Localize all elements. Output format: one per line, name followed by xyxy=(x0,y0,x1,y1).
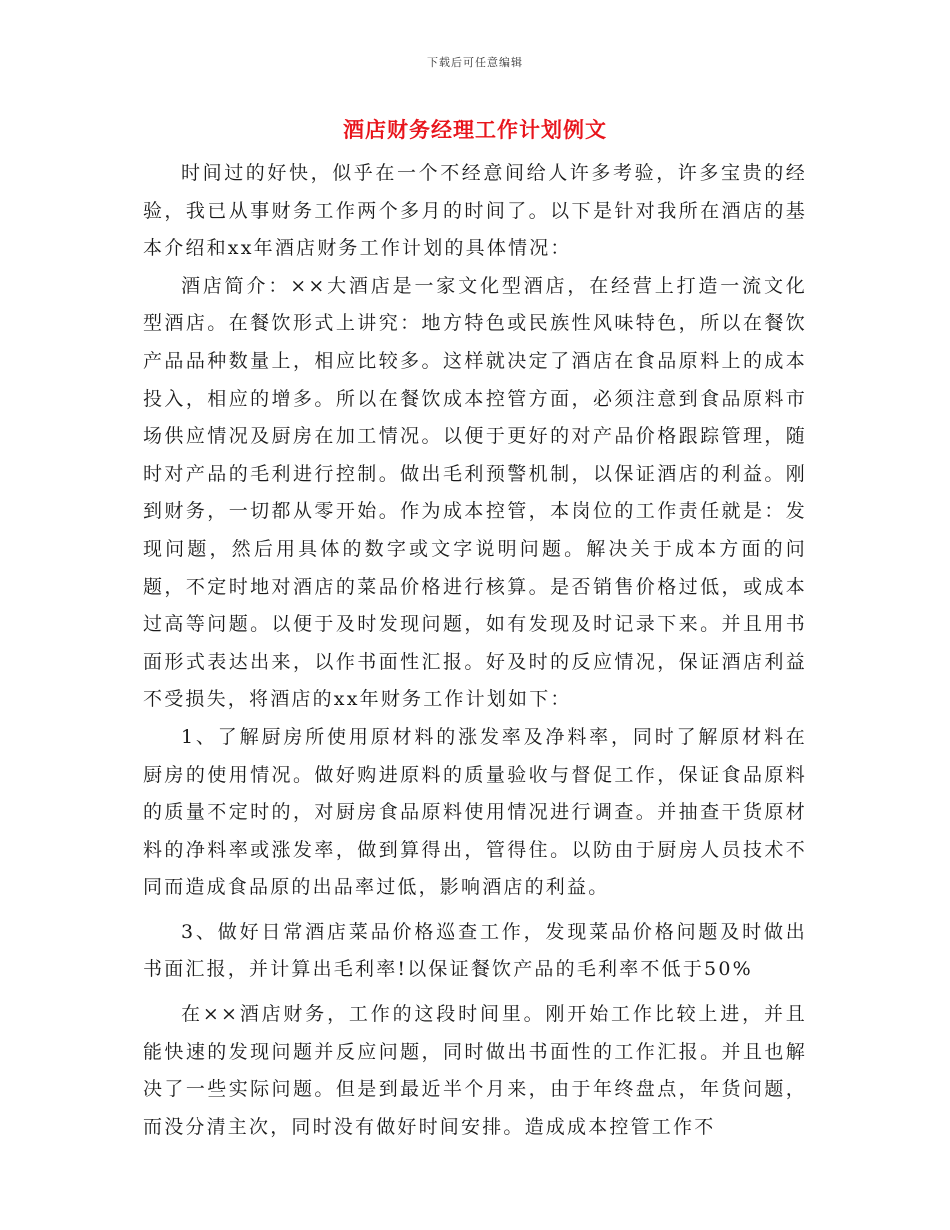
paragraph-intro: 时间过的好快，似乎在一个不经意间给人许多考验，许多宝贵的经验，我已从事财务工作两个多月的时间了。以下是针对我所在酒店的基本介绍和xx年酒店财务工作计划的具体情况： xyxy=(143,162,807,260)
document-body xyxy=(143,155,807,1146)
paragraph-reflection: 在××酒店财务，工作的这段时间里。刚开始工作比较上进，并且能快速的发现问题并反应问题，同时做出书面性的工作汇报。并且也解决了一些实际问题。但是到最近半个月来，由于年终盘点，年货问题，而没分清主次，同时没有做好时间安排。造成成本控管工作不 xyxy=(143,1003,807,1138)
paragraph-hotel-profile: 酒店简介：××大酒店是一家文化型酒店，在经营上打造一流文化型酒店。在餐饮形式上讲究：地方特色或民族性风味特色，所以在餐饮产品品种数量上，相应比较多。这样就决定了酒店在食品原料上的成本投入，相应的增多。所以在餐饮成本控管方面，必须注意到食品原料市场供应情况及厨房在加工情况。以便于更好的对产品价格跟踪管理，随时对产品的毛利进行控制。做出毛利预警机制，以保证酒店的利益。刚到财务，一切都从零开始。作为成本控管，本岗位的工作责任就是：发现问题，然后用具体的数字或文字说明问题。解决关于成本方面的问题，不定时地对酒店的菜品价格进行核算。是否销售价格过低，或成本过高等问题。以便于及时发现问题，如有发现及时记录下来。并且用书面形式表达出来，以作书面性汇报。好及时的反应情况，保证酒店利益不受损失，将酒店的xx年财务工作计划如下： xyxy=(143,274,807,711)
paragraph-item-3: 3、做好日常酒店菜品价格巡查工作，发现菜品价格问题及时做出书面汇报，并计算出毛利率!以保证餐饮产品的毛利率不低于50% xyxy=(143,920,807,981)
header-note: 下载后可任意编辑 xyxy=(427,56,523,69)
paragraph-item-1: 1、了解厨房所使用原材料的涨发率及净料率，同时了解原材料在厨房的使用情况。做好购进原料的质量验收与督促工作，保证食品原料的质量不定时的，对厨房食品原料使用情况进行调查。并抽查干货原材料的净料率或涨发率，做到算得出，管得住。以防由于厨房人员技术不同而造成食品原的出品率过低，影响酒店的利益。 xyxy=(143,725,807,899)
document-title: 酒店财务经理工作计划例文 xyxy=(343,117,607,142)
